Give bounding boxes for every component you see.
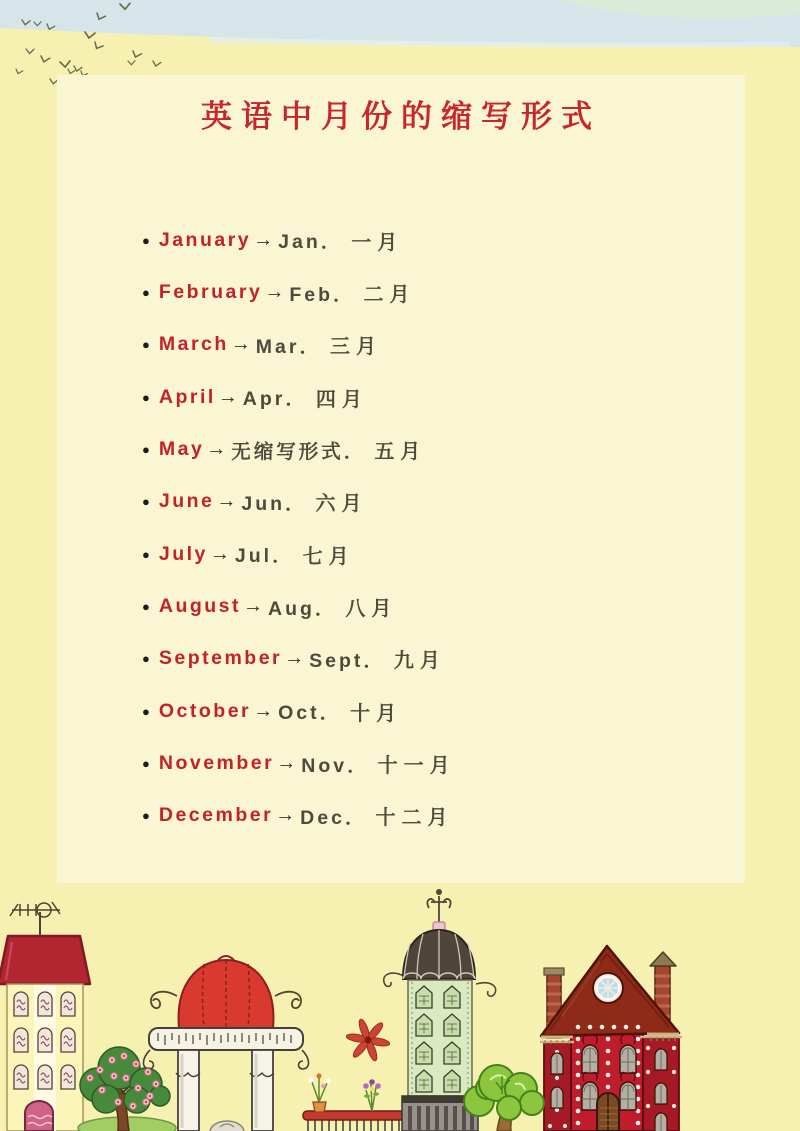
month-name-zh: 六月 bbox=[315, 493, 368, 516]
month-row-january bbox=[142, 214, 745, 266]
month-name-zh: 七月 bbox=[302, 545, 355, 568]
arrow-icon: → bbox=[209, 542, 230, 565]
bullet-icon: ● bbox=[142, 337, 150, 353]
month-name-zh: 十一月 bbox=[377, 755, 456, 778]
month-name-en: June bbox=[158, 490, 215, 513]
bullet-icon: ● bbox=[142, 389, 150, 405]
arrow-icon: → bbox=[243, 595, 264, 618]
month-abbr: Dec． bbox=[300, 806, 368, 829]
month-abbr: Oct． bbox=[278, 702, 343, 725]
month-name-zh: 八月 bbox=[345, 598, 398, 621]
arrow-icon: → bbox=[216, 490, 237, 513]
bullet-icon: ● bbox=[142, 756, 150, 772]
arrow-icon: → bbox=[253, 699, 274, 722]
month-name-en: July bbox=[158, 542, 208, 565]
gazebo-illustration bbox=[143, 956, 308, 1131]
month-abbr: Apr． bbox=[242, 388, 308, 411]
arrow-icon: → bbox=[230, 333, 251, 356]
month-name-zh: 五月 bbox=[374, 441, 427, 464]
month-name-en: January bbox=[158, 228, 252, 251]
month-row-april bbox=[142, 371, 745, 423]
month-name-zh: 十二月 bbox=[375, 807, 454, 830]
bullet-icon: ● bbox=[142, 703, 150, 719]
month-abbr: Sept． bbox=[309, 649, 386, 672]
month-abbr: Jul． bbox=[234, 545, 295, 568]
month-row-october bbox=[142, 685, 745, 737]
bullet-icon: ● bbox=[142, 442, 150, 458]
month-name-en: November bbox=[158, 752, 275, 775]
bullet-icon: ● bbox=[142, 232, 150, 248]
bullet-icon: ● bbox=[142, 494, 150, 510]
month-name-en: October bbox=[158, 699, 252, 722]
red-house-illustration bbox=[540, 946, 682, 1131]
blossom-tree-illustration bbox=[78, 1047, 176, 1131]
month-row-november bbox=[142, 737, 745, 789]
month-abbr: Aug． bbox=[268, 597, 338, 620]
month-row-february bbox=[142, 266, 745, 318]
bullet-icon: ● bbox=[142, 546, 150, 562]
month-name-en: April bbox=[158, 385, 216, 408]
month-list bbox=[57, 214, 745, 842]
village-illustration bbox=[0, 880, 800, 1131]
arrow-icon: → bbox=[206, 438, 227, 461]
month-name-en: August bbox=[158, 595, 242, 618]
bullet-icon: ● bbox=[142, 651, 150, 667]
month-abbr: Nov． bbox=[301, 754, 370, 777]
month-row-august bbox=[142, 580, 745, 632]
month-name-en: May bbox=[158, 438, 205, 461]
month-row-may bbox=[142, 423, 745, 475]
month-name-en: February bbox=[158, 281, 263, 304]
month-abbr: 无缩写形式． bbox=[231, 440, 367, 463]
arrow-icon: → bbox=[275, 804, 296, 827]
month-row-september bbox=[142, 633, 745, 685]
yellow-house-illustration bbox=[0, 902, 90, 1131]
month-row-june bbox=[142, 476, 745, 528]
month-name-en: March bbox=[158, 333, 229, 356]
content-card bbox=[57, 75, 745, 883]
page-title: 英语中月份的缩写形式 bbox=[201, 99, 601, 134]
month-name-en: December bbox=[158, 804, 274, 827]
bullet-icon: ● bbox=[142, 808, 150, 824]
arrow-icon: → bbox=[284, 647, 305, 670]
arrow-icon: → bbox=[253, 228, 274, 251]
arrow-icon: → bbox=[276, 752, 297, 775]
month-name-zh: 四月 bbox=[315, 388, 368, 411]
month-abbr: Jan． bbox=[278, 231, 344, 254]
flower-doodle-icon bbox=[346, 1018, 391, 1062]
month-abbr: Jun． bbox=[241, 492, 308, 515]
bullet-icon: ● bbox=[142, 599, 150, 615]
month-row-march bbox=[142, 319, 745, 371]
month-name-zh: 九月 bbox=[393, 650, 446, 673]
month-name-zh: 三月 bbox=[329, 336, 382, 359]
bullet-icon: ● bbox=[142, 285, 150, 301]
month-abbr: Mar． bbox=[255, 335, 322, 358]
month-name-zh: 二月 bbox=[363, 284, 416, 307]
month-row-december bbox=[142, 790, 745, 842]
month-row-july bbox=[142, 528, 745, 580]
month-name-en: September bbox=[158, 647, 283, 670]
arrow-icon: → bbox=[217, 385, 238, 408]
arrow-icon: → bbox=[264, 281, 285, 304]
month-name-zh: 一月 bbox=[351, 231, 404, 254]
month-abbr: Feb． bbox=[289, 283, 356, 306]
month-name-zh: 十月 bbox=[350, 702, 403, 725]
